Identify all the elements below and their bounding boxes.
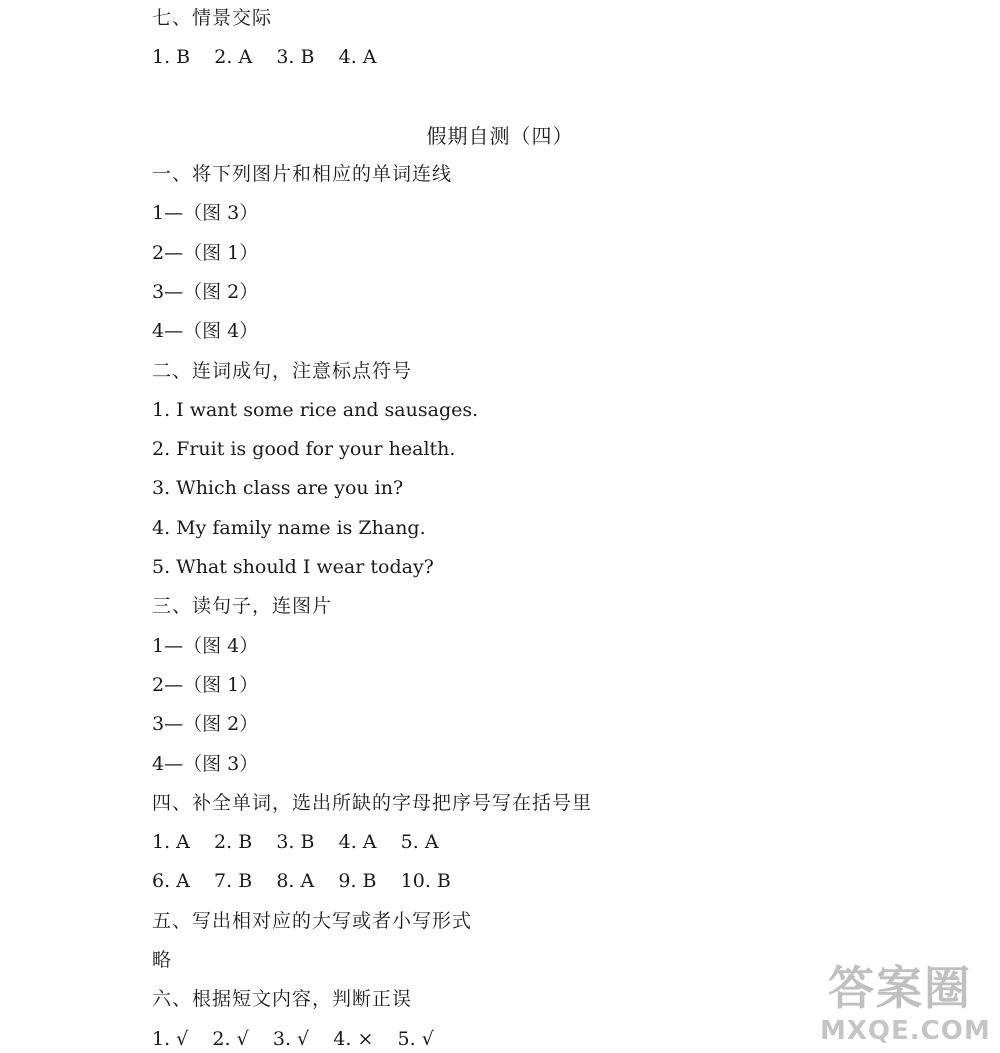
answer-line: 3—（图 2） [152, 281, 259, 303]
answer-line: 4—（图 3） [152, 753, 259, 775]
answer-line: 1. A 2. B 3. B 4. A 5. A [152, 831, 439, 853]
answer-line: 1. B 2. A 3. B 4. A [152, 46, 377, 68]
section-heading: 五、写出相对应的大写或者小写形式 [152, 910, 473, 932]
answer-line: 3. Which class are you in? [152, 477, 404, 499]
answer-line: 6. A 7. B 8. A 9. B 10. B [152, 870, 451, 892]
answer-line: 5. What should I wear today? [152, 556, 434, 578]
answer-line: 2—（图 1） [152, 242, 259, 264]
section-heading: 四、补全单词，选出所缺的字母把序号写在括号里 [152, 792, 593, 814]
answer-line: 1. I want some rice and sausages. [152, 399, 479, 421]
answer-line: 1—（图 4） [152, 635, 259, 657]
page-title: 假期自测（四） [426, 124, 574, 148]
section-heading-7: 七、情景交际 [152, 7, 273, 29]
watermark-logo [820, 962, 995, 1050]
section-heading: 二、连词成句，注意标点符号 [152, 360, 413, 382]
section-heading: 一、将下列图片和相应的单词连线 [152, 163, 453, 185]
watermark-bottom-text: MXQE.COM [820, 1016, 991, 1046]
answer-line: 1. √ 2. √ 3. √ 4. × 5. √ [152, 1028, 434, 1050]
answer-line: 4—（图 4） [152, 320, 259, 342]
watermark-top-text: 答案圈 [828, 961, 972, 1015]
section-heading: 略 [152, 949, 173, 971]
section-heading: 三、读句子，连图片 [152, 595, 333, 617]
answer-line: 3—（图 2） [152, 713, 259, 735]
section-heading: 六、根据短文内容，判断正误 [152, 988, 413, 1010]
answer-line: 1—（图 3） [152, 202, 259, 224]
answer-line: 4. My family name is Zhang. [152, 517, 426, 539]
answer-line: 2—（图 1） [152, 674, 259, 696]
answer-line: 2. Fruit is good for your health. [152, 438, 456, 460]
